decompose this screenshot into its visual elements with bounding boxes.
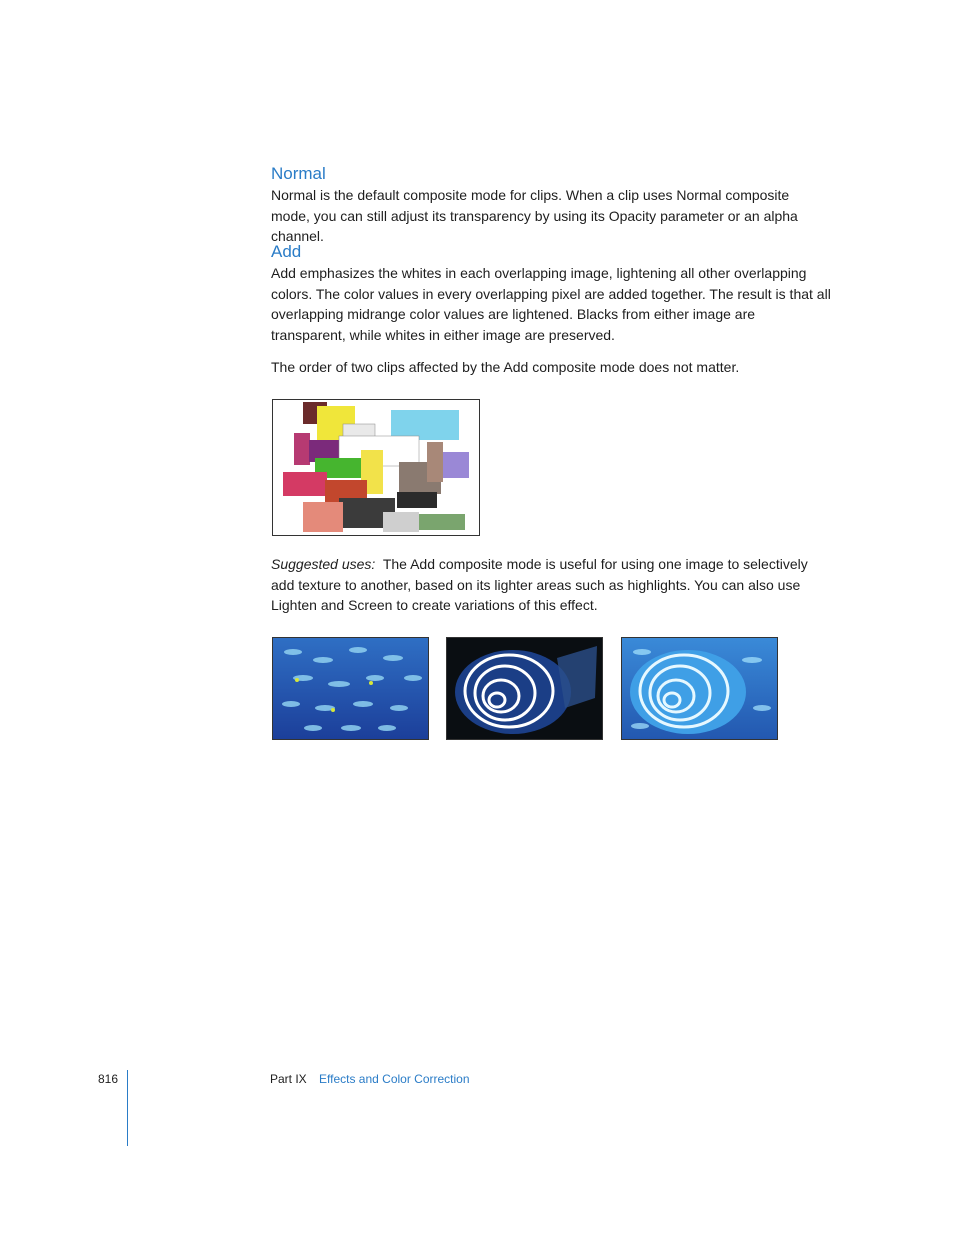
add-result-image — [621, 637, 778, 740]
angelfish-image — [446, 637, 603, 740]
footer-divider — [127, 1070, 128, 1146]
section-heading-normal: Normal — [271, 164, 326, 183]
suggested-uses-label: Suggested uses: — [271, 556, 376, 572]
page-number: 816 — [98, 1072, 119, 1086]
footer-part: Part IX — [270, 1072, 307, 1086]
add-collage-image — [272, 399, 480, 536]
add-description: Add emphasizes the whites in each overlapping image, lightening all other overlapping colors. The color values in every overlapping pixel are added together. The result is that all overlapping midrange color values are lightened. Blacks from either image are transparent, while whites in either image are preserved. — [271, 265, 831, 343]
normal-description: Normal is the default composite mode for clips. When a clip uses Normal composite mode, you can still adjust its transparency by using its Opacity parameter or an alpha channel. — [271, 187, 798, 244]
add-order-note: The order of two clips affected by the Add composite mode does not matter. — [271, 359, 740, 375]
suggested-uses — [271, 554, 831, 616]
footer-chapter-link[interactable]: Effects and Color Correction — [319, 1072, 470, 1086]
fish-school-image — [272, 637, 429, 740]
suggested-uses-text: The Add composite mode is useful for using one image to selectively add texture to another, based on its lighter areas such as highlights. You can also use Lighten and Screen to create variations of this effect. — [271, 556, 808, 613]
section-heading-add: Add — [271, 242, 302, 261]
